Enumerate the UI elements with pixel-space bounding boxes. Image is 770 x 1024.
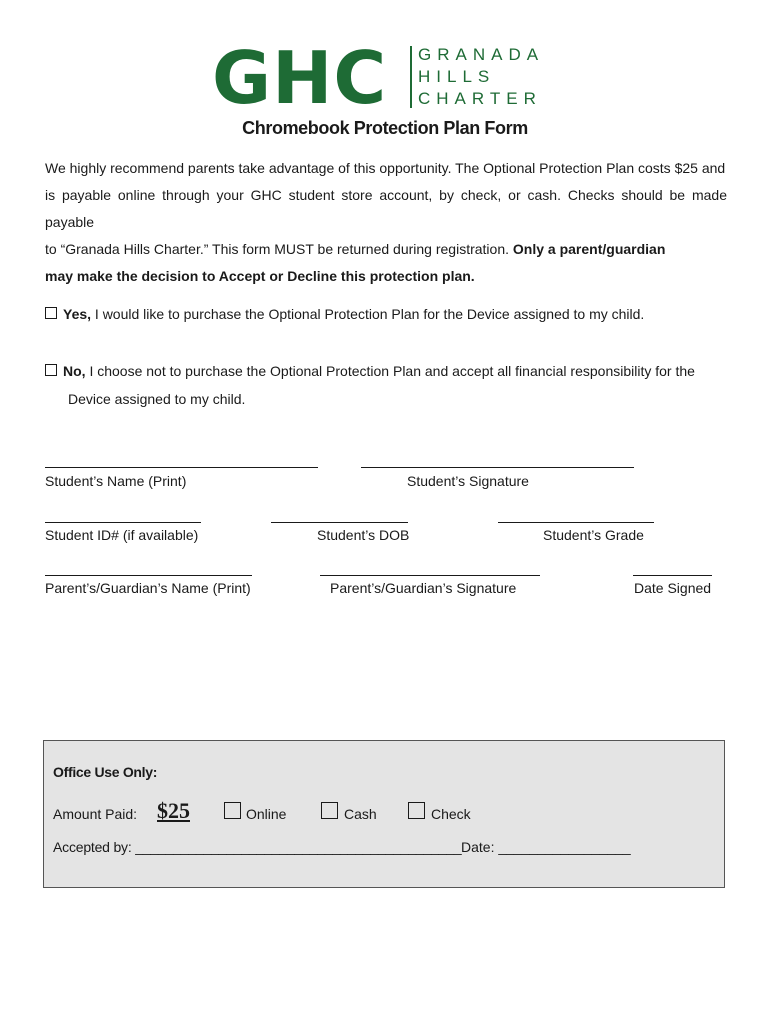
- logo-mark: GHC: [212, 36, 388, 120]
- student-dob-line[interactable]: [271, 522, 408, 523]
- office-use-box: [43, 740, 725, 888]
- student-grade-line[interactable]: [498, 522, 654, 523]
- student-grade-label: Student’s Grade: [543, 527, 644, 543]
- student-name-line[interactable]: [45, 467, 318, 468]
- date-signed-label: Date Signed: [634, 580, 712, 596]
- logo-line-charter: CHARTER: [418, 89, 542, 108]
- yes-label: Yes,: [63, 306, 92, 322]
- online-label: Online: [246, 806, 287, 822]
- intro-paragraph: [45, 155, 727, 290]
- parent-name-line[interactable]: [45, 575, 252, 576]
- accepted-by-field[interactable]: Accepted by: ___________________________________________: [53, 839, 462, 855]
- office-use-title: Office Use Only:: [53, 764, 158, 780]
- no-label: No,: [63, 363, 86, 379]
- intro-line-2: is payable online through your GHC student store account, by check, or cash. Checks should be made payable: [45, 187, 727, 230]
- intro-line-3-bold: Only a parent/guardian: [512, 241, 666, 257]
- option-no: [45, 357, 695, 385]
- student-signature-line[interactable]: [361, 467, 634, 468]
- student-id-line[interactable]: [45, 522, 201, 523]
- form-title: Chromebook Protection Plan Form: [242, 118, 528, 138]
- amount-paid-label: Amount Paid:: [53, 806, 138, 822]
- student-name-label: Student’s Name (Print): [45, 473, 187, 489]
- yes-checkbox[interactable]: [45, 307, 57, 319]
- student-id-label: Student ID# (if available): [45, 527, 199, 543]
- cash-label: Cash: [344, 806, 377, 822]
- student-signature-label: Student’s Signature: [407, 473, 529, 489]
- parent-signature-label: Parent’s/Guardian’s Signature: [330, 580, 517, 596]
- intro-line-3: [45, 236, 727, 263]
- no-text-continued: Device assigned to my child.: [68, 391, 246, 407]
- check-checkbox[interactable]: [408, 802, 425, 819]
- logo-divider: [410, 46, 412, 108]
- intro-line-4: may make the decision to Accept or Decline this protection plan.: [45, 268, 475, 284]
- parent-signature-line[interactable]: [320, 575, 540, 576]
- online-checkbox[interactable]: [224, 802, 241, 819]
- cash-checkbox[interactable]: [321, 802, 338, 819]
- check-label: Check: [431, 806, 471, 822]
- logo-line-hills: HILLS: [418, 67, 496, 86]
- no-text: I choose not to purchase the Optional Protection Plan and accept all financial responsibility for the: [89, 363, 695, 379]
- date-signed-line[interactable]: [633, 575, 712, 576]
- no-checkbox[interactable]: [45, 364, 57, 376]
- office-date-field[interactable]: Date: _________________: [461, 839, 631, 855]
- intro-line-1: We highly recommend parents take advantage of this opportunity. The Optional Protection Plan costs $25 and: [45, 160, 726, 176]
- student-dob-label: Student’s DOB: [317, 527, 410, 543]
- intro-line-3-text: to “Granada Hills Charter.” This form MUST be returned during registration.: [45, 241, 510, 257]
- yes-text: I would like to purchase the Optional Protection Plan for the Device assigned to my child.: [94, 306, 645, 322]
- amount-paid-value: $25: [157, 798, 190, 823]
- parent-name-label: Parent’s/Guardian’s Name (Print): [45, 580, 251, 596]
- logo-wordmark: [418, 44, 544, 110]
- option-yes: [45, 300, 644, 328]
- logo-line-granada: GRANADA: [418, 45, 545, 64]
